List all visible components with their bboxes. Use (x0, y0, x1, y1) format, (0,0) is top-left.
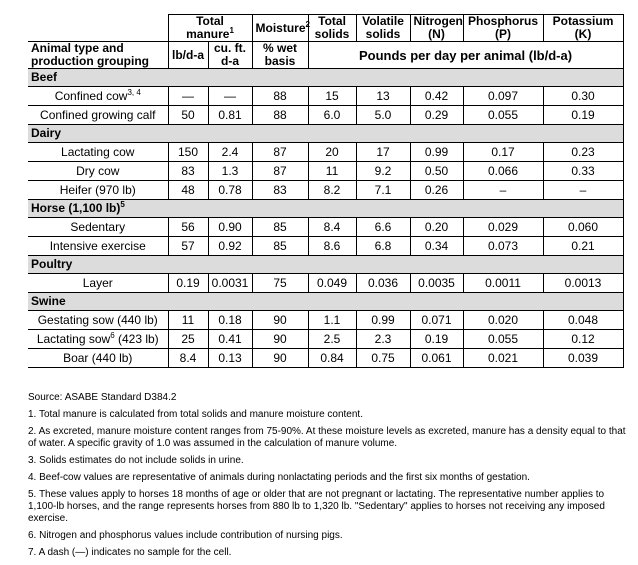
section-title (28, 256, 623, 274)
cell-total-manure: 11 (168, 311, 208, 330)
section-name: Poultry (31, 257, 73, 271)
cell-phosphorus: 0.0011 (463, 274, 543, 293)
row-label-text: Lactating cow (61, 144, 135, 159)
cell-total-manure: 57 (168, 237, 208, 256)
row-label-text: Dry cow (76, 163, 120, 178)
cell-potassium: 0.039 (543, 349, 623, 368)
row-label (28, 106, 168, 125)
cell-total-solids: 6.0 (308, 106, 356, 125)
footnote-1: 1. Total manure is calculated from total solids and manure moisture content. (28, 409, 363, 420)
cell-volatile-solids: 5.0 (356, 106, 410, 125)
cell-potassium: 0.19 (543, 106, 623, 125)
cell-nitrogen: 0.42 (410, 87, 463, 106)
row-label-text: Layer (82, 275, 113, 290)
cell-volatile-solids: 13 (356, 87, 410, 106)
cell-phosphorus: – (463, 181, 543, 200)
cell-total-manure: — (168, 87, 208, 106)
section-name: Horse (1,100 lb) (31, 201, 121, 215)
cell-phosphorus: 0.17 (463, 143, 543, 162)
section-row (28, 200, 623, 218)
header-phosphorus: Phosphorus (P) (463, 15, 543, 42)
cell-nitrogen: 0.061 (410, 349, 463, 368)
cell-total-solids: 2.5 (308, 330, 356, 349)
footnotes (28, 392, 628, 564)
source-note: Source: ASABE Standard D384.2 (28, 392, 177, 403)
unit-lb-per-day: lb/d-a (168, 42, 208, 69)
cell-total-manure: 50 (168, 106, 208, 125)
cell-phosphorus: 0.066 (463, 162, 543, 181)
cell-potassium: 0.048 (543, 311, 623, 330)
cell-moisture: 85 (252, 237, 308, 256)
section-name: Swine (31, 294, 66, 308)
cell-total-manure: 83 (168, 162, 208, 181)
cell-cubic-feet: 0.90 (208, 218, 252, 237)
cell-total-manure: 56 (168, 218, 208, 237)
cell-cubic-feet: 0.41 (208, 330, 252, 349)
cell-total-solids: 1.1 (308, 311, 356, 330)
cell-potassium: – (543, 181, 623, 200)
cell-volatile-solids: 6.6 (356, 218, 410, 237)
cell-volatile-solids: 17 (356, 143, 410, 162)
cell-cubic-feet: 0.0031 (208, 274, 252, 293)
row-label-text: Boar (440 lb) (63, 350, 133, 365)
header-nitrogen: Nitrogen (N) (410, 15, 463, 42)
row-label (28, 274, 168, 293)
row-label (28, 311, 168, 330)
cell-phosphorus: 0.020 (463, 311, 543, 330)
cell-moisture: 88 (252, 106, 308, 125)
row-label (28, 87, 168, 106)
footnote-3: 3. Solids estimates do not include solids in urine. (28, 455, 244, 466)
cell-total-manure: 150 (168, 143, 208, 162)
unit-pounds-per-day: Pounds per day per animal (lb/d-a) (308, 42, 623, 69)
row-label (28, 237, 168, 256)
cell-potassium: 0.30 (543, 87, 623, 106)
row-label-suffix: (423 lb) (114, 331, 159, 346)
cell-total-solids: 0.84 (308, 349, 356, 368)
cell-nitrogen: 0.26 (410, 181, 463, 200)
cell-total-solids: 8.2 (308, 181, 356, 200)
cell-total-solids: 0.049 (308, 274, 356, 293)
cell-potassium: 0.12 (543, 330, 623, 349)
row-label (28, 162, 168, 181)
row-label-text: Lactating sow (36, 331, 111, 346)
section-name: Beef (31, 70, 58, 84)
cell-potassium: 0.060 (543, 218, 623, 237)
unit-cubic-feet: cu. ft. d-a (208, 42, 252, 69)
cell-total-solids: 20 (308, 143, 356, 162)
footnote-2: 2. As excreted, manure moisture content ranges from 75-90%. At these moisture levels as excreted, manure has a density equal to that of water. A specific gravity of 1.0 was assumed in the calculation of manure volume. (28, 426, 626, 449)
table-row (28, 349, 623, 368)
cell-potassium: 0.0013 (543, 274, 623, 293)
section-name: Dairy (31, 126, 62, 140)
section-title (28, 293, 623, 311)
cell-cubic-feet: 1.3 (208, 162, 252, 181)
cell-moisture: 75 (252, 274, 308, 293)
table-row (28, 237, 623, 256)
cell-total-manure: 8.4 (168, 349, 208, 368)
header-row-2 (28, 42, 623, 69)
cell-nitrogen: 0.20 (410, 218, 463, 237)
table-row (28, 106, 623, 125)
footnote-5: 5. These values apply to horses 18 months of age or older that are not pregnant or lactating. The representative number applies to 1,100-lb horses, and the range represents horses from 880 lb to 1,320 lb. "Sedentary" applies to horses not receiving any imposed exercise. (28, 489, 605, 524)
cell-nitrogen: 0.50 (410, 162, 463, 181)
header-potassium: Potassium (K) (543, 15, 623, 42)
cell-total-manure: 48 (168, 181, 208, 200)
header-row-1 (28, 15, 623, 42)
cell-moisture: 87 (252, 143, 308, 162)
cell-cubic-feet: 0.78 (208, 181, 252, 200)
cell-cubic-feet: 0.13 (208, 349, 252, 368)
table-row (28, 181, 623, 200)
table-row (28, 218, 623, 237)
section-row (28, 69, 623, 87)
row-label-text: Heifer (970 lb) (59, 182, 136, 197)
section-title (28, 200, 623, 218)
table-row (28, 143, 623, 162)
cell-total-solids: 11 (308, 162, 356, 181)
row-label-text: Confined cow (54, 88, 128, 103)
header-volatile-solids: Volatile solids (356, 15, 410, 42)
table-row (28, 274, 623, 293)
cell-phosphorus: 0.097 (463, 87, 543, 106)
cell-cubic-feet: — (208, 87, 252, 106)
cell-moisture: 90 (252, 330, 308, 349)
row-label-text: Confined growing calf (40, 107, 156, 122)
row-label (28, 349, 168, 368)
manure-characteristics-table (28, 14, 624, 368)
section-footnote-ref: 5 (120, 200, 125, 209)
cell-moisture: 90 (252, 311, 308, 330)
row-footnote-ref: 6 (110, 330, 115, 340)
section-row (28, 125, 623, 143)
cell-moisture: 85 (252, 218, 308, 237)
cell-moisture: 88 (252, 87, 308, 106)
cell-volatile-solids: 6.8 (356, 237, 410, 256)
cell-cubic-feet: 0.81 (208, 106, 252, 125)
cell-phosphorus: 0.055 (463, 330, 543, 349)
cell-potassium: 0.21 (543, 237, 623, 256)
cell-volatile-solids: 0.036 (356, 274, 410, 293)
table-row (28, 87, 623, 106)
cell-nitrogen: 0.0035 (410, 274, 463, 293)
cell-cubic-feet: 0.18 (208, 311, 252, 330)
cell-nitrogen: 0.34 (410, 237, 463, 256)
cell-total-solids: 8.6 (308, 237, 356, 256)
row-label-text: Sedentary (70, 219, 126, 234)
cell-phosphorus: 0.021 (463, 349, 543, 368)
table-row (28, 330, 623, 349)
cell-nitrogen: 0.071 (410, 311, 463, 330)
cell-nitrogen: 0.99 (410, 143, 463, 162)
cell-volatile-solids: 0.75 (356, 349, 410, 368)
cell-nitrogen: 0.29 (410, 106, 463, 125)
empty-header-cell (28, 15, 168, 42)
row-footnote-ref: 3, 4 (127, 87, 141, 97)
table-row (28, 311, 623, 330)
cell-total-manure: 25 (168, 330, 208, 349)
footnote-7: 7. A dash (—) indicates no sample for the cell. (28, 547, 232, 558)
cell-moisture: 83 (252, 181, 308, 200)
cell-moisture: 87 (252, 162, 308, 181)
cell-cubic-feet: 0.92 (208, 237, 252, 256)
cell-nitrogen: 0.19 (410, 330, 463, 349)
section-title (28, 69, 623, 87)
cell-volatile-solids: 9.2 (356, 162, 410, 181)
row-label (28, 218, 168, 237)
header-animal-type: Animal type and production grouping (28, 42, 168, 69)
header-moisture: Moisture$^2$ (252, 15, 308, 42)
row-label (28, 181, 168, 200)
row-label-text: Intensive exercise (49, 238, 146, 253)
table-row (28, 162, 623, 181)
section-row (28, 256, 623, 274)
cell-cubic-feet: 2.4 (208, 143, 252, 162)
footnote-4: 4. Beef-cow values are representative of animals during nonlactating periods and the first six months of gestation. (28, 472, 530, 483)
header-total-solids: Total solids (308, 15, 356, 42)
cell-potassium: 0.23 (543, 143, 623, 162)
cell-volatile-solids: 7.1 (356, 181, 410, 200)
section-title (28, 125, 623, 143)
row-label-text: Gestating sow (440 lb) (37, 312, 158, 327)
cell-phosphorus: 0.055 (463, 106, 543, 125)
cell-volatile-solids: 0.99 (356, 311, 410, 330)
row-label (28, 143, 168, 162)
cell-potassium: 0.33 (543, 162, 623, 181)
cell-total-solids: 8.4 (308, 218, 356, 237)
cell-total-solids: 15 (308, 87, 356, 106)
cell-phosphorus: 0.029 (463, 218, 543, 237)
section-row (28, 293, 623, 311)
cell-phosphorus: 0.073 (463, 237, 543, 256)
cell-moisture: 90 (252, 349, 308, 368)
header-total-manure: Total manure$^1$ (168, 15, 252, 42)
cell-volatile-solids: 2.3 (356, 330, 410, 349)
footnote-6: 6. Nitrogen and phosphorus values include contribution of nursing pigs. (28, 530, 343, 541)
row-label (28, 330, 168, 349)
unit-wet-basis: % wet basis (252, 42, 308, 69)
cell-total-manure: 0.19 (168, 274, 208, 293)
